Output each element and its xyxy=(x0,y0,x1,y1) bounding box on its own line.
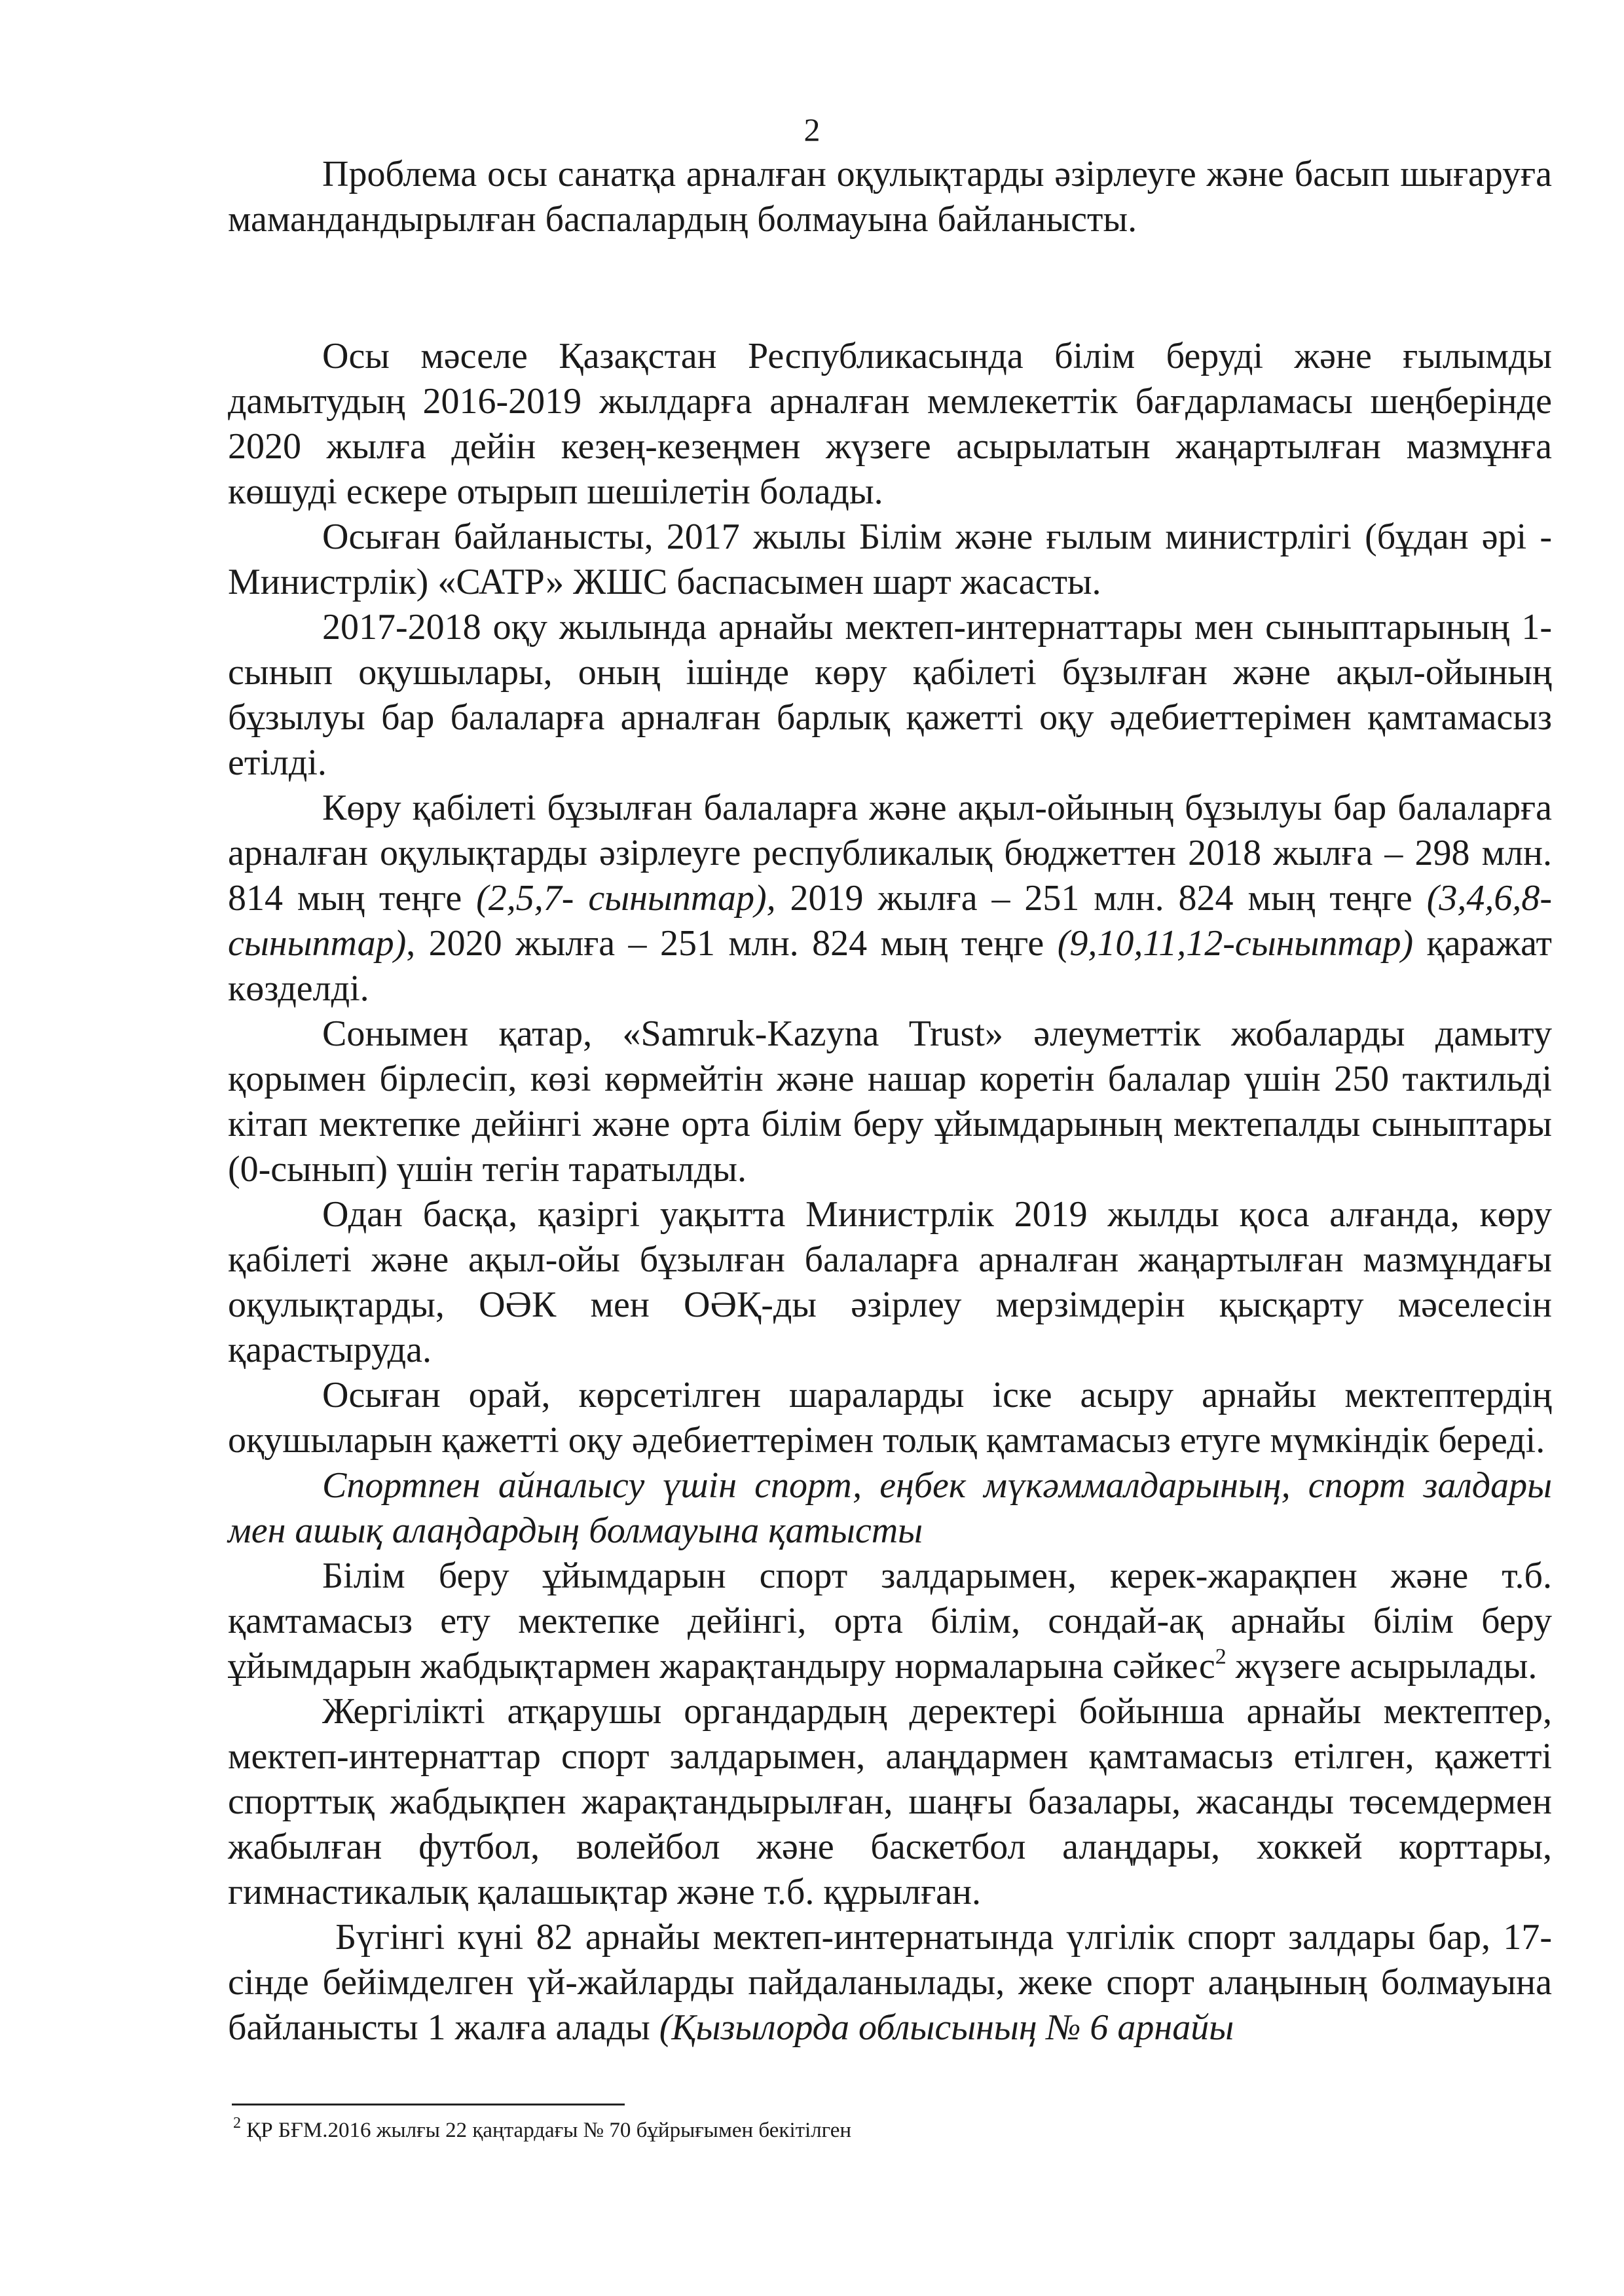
budget-grades-2018: (2,5,7- сыныптар), xyxy=(476,878,776,919)
paragraph-ministry-contract: Осыған байланысты, 2017 жылы Білім және ғылым министрлігі (бұдан әрі - Министрлік) «САТР» ЖШС баспасымен шарт жасасты. xyxy=(228,517,1552,602)
paragraph-sports-halls-count xyxy=(228,1915,1552,2050)
equipment-text-1: Білім беру ұйымдарын спорт залдарымен, керек-жарақпен және т.б. қамтамасыз ету мектепке дейінгі, орта білім, сондай-ақ арнайы білім беру ұйымдарын жабдықтармен жарақтандыру нормаларына сәйкес xyxy=(228,1556,1552,1686)
paragraph-sports-equipment-norms xyxy=(228,1554,1552,1689)
paragraph-tactile-books: Сонымен қатар, «Samruk-Kazyna Trust» әлеуметтік жобаларды дамыту қорымен бірлесіп, көзі көрмейтін және нашар коретін балалар үшін 250 тактильді кітап мектепке дейінгі және орта білім беру ұйымдарының мектепалды сыныптары (0-сынып) үшін тегін таратылды. xyxy=(228,1013,1552,1190)
section-heading-sports: Спортпен айналысу үшін спорт, еңбек мүкәммалдарының, спорт залдары мен ашық алаңдардың болмауына қатысты xyxy=(228,1465,1552,1551)
budget-text-4: қаражат көзделді. xyxy=(228,923,1552,1009)
paragraph-budget-funding xyxy=(228,786,1552,1011)
paragraph-ministry-review: Одан басқа, қазіргі уақытта Министрлік 2019 жылды қоса алғанда, көру қабілеті және ақыл-ойы бұзылған балаларға арналған жаңартылған мазмұндағы оқулықтарды, ОӘК мен ОӘҚ-ды әзірлеу мерзімдерін қысқарту мәселесін қарастыруда. xyxy=(228,1194,1552,1370)
paragraph-measures-outcome: Осыған орай, көрсетілген шараларды іске асыру арнайы мектептердің оқушыларын қажетті оқу әдебиеттерімен толық қамтамасыз етуге мүмкіндік береді. xyxy=(228,1375,1552,1461)
footnote-reference: 2 xyxy=(1215,1645,1227,1669)
budget-text-1: Көру қабілеті бұзылған балаларға және ақыл-ойының бұзылуы бар балаларға арналған оқулықтарды әзірлеуге республикалық бюджеттен 2018 жылға – 298 млн. 814 мың теңге xyxy=(228,788,1552,919)
footnote-marker: 2 xyxy=(233,2115,241,2132)
equipment-text-2: жүзеге асырылады. xyxy=(1226,1646,1538,1686)
footnote-separator xyxy=(232,2104,625,2105)
footnote xyxy=(233,2116,1543,2145)
budget-grades-2019: (3,4,6,8-сыныптар) xyxy=(228,878,1552,964)
document-body xyxy=(228,152,1552,2050)
halls-text-1: Бүгінгі күні 82 арнайы мектеп-интернатында үлгілік спорт залдары бар, 17-сінде бейімделген үй-жайларды пайдаланылады, жеке спорт алаңының болмауына байланысты 1 жалға алады xyxy=(228,1917,1552,2048)
paragraph-textbook-problem: Проблема осы санатқа арналған оқулықтарды әзірлеуге және басып шығаруға мамандандырылған баспалардың болмауына байланысты. xyxy=(228,154,1552,240)
paragraph-state-program: Осы мәселе Қазақстан Республикасында білім беруді және ғылымды дамытудың 2016-2019 жылдарға арналған мемлекеттік бағдарламасы шеңберінде 2020 жылға дейін кезең-кезеңмен жүзеге асырылатын жаңартылған мазмұнға көшуді ескере отырып шешілетін болады. xyxy=(228,336,1552,512)
paragraph-school-year-provision: 2017-2018 оқу жылында арнайы мектеп-интернаттары мен сыныптарының 1-сынып оқушылары, оның ішінде көру қабілеті бұзылған және ақыл-ойының бұзылуы бар балаларға арналған барлық қажетті оқу әдебиеттерімен қамтамасыз етілді. xyxy=(228,607,1552,783)
budget-text-3: , 2020 жылға – 251 млн. 824 мың теңге xyxy=(406,923,1058,964)
budget-text-2: 2019 жылға – 251 млн. 824 мың теңге xyxy=(775,878,1427,919)
footnote-text: ҚР БҒМ.2016 жылғы 22 қаңтардағы № 70 бұйрығымен бекітілген xyxy=(241,2119,852,2142)
halls-text-italic: (Қызылорда облысының № 6 арнайы xyxy=(659,2007,1234,2048)
page-number: 2 xyxy=(803,111,821,148)
paragraph-local-authorities-data: Жергілікті атқарушы органдардың деректері бойынша арнайы мектептер, мектеп-интернаттар спорт залдарымен, алаңдармен қамтамасыз етілген, қажетті спорттық жабдықпен жарақтандырылған, шаңғы базалары, жасанды төсемдермен жабылған футбол, волейбол және баскетбол алаңдары, хоккей корттары, гимнастикалық қалашықтар және т.б. құрылған. xyxy=(228,1691,1552,1912)
budget-grades-2020: (9,10,11,12-сыныптар) xyxy=(1057,923,1414,964)
